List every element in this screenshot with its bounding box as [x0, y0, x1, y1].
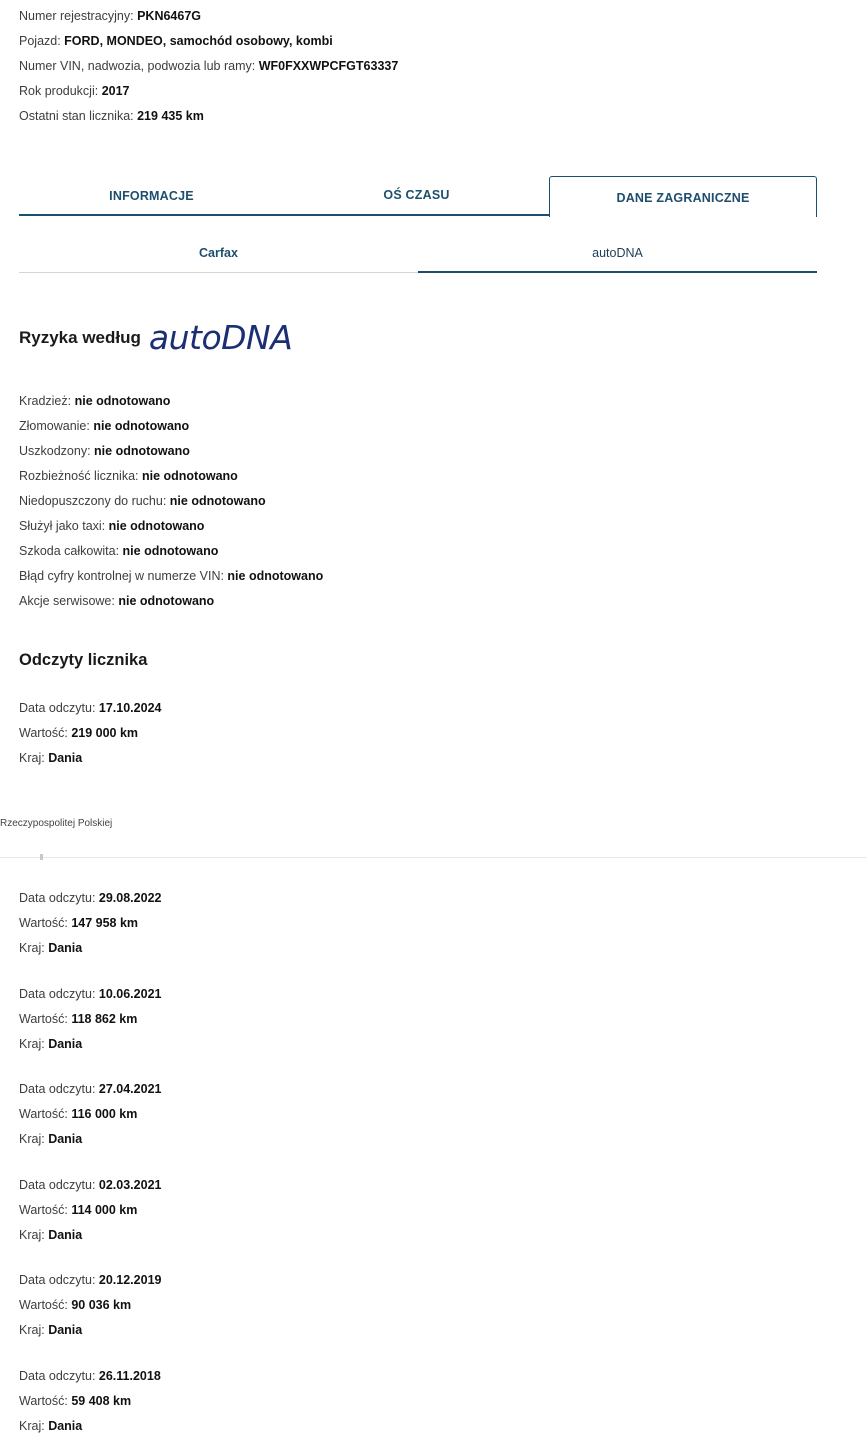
- cut-glyph: [40, 854, 43, 860]
- risk-item-damaged: [19, 439, 323, 464]
- reading-country-row: [19, 1223, 161, 1248]
- reading-country-label: Kraj:: [19, 1037, 49, 1051]
- risk-value: nie odnotowano: [118, 594, 215, 608]
- risk-item-odometer-discrepancy: [19, 464, 323, 489]
- reading-date-value: 10.06.2021: [98, 987, 162, 1001]
- risk-label: Szkoda całkowita:: [19, 544, 123, 558]
- reading-date-label: Data odczytu:: [19, 987, 99, 1001]
- odometer-readings-title: Odczyty licznika: [19, 651, 148, 669]
- odometer-reading: [19, 1268, 161, 1343]
- vin-row: [19, 54, 398, 79]
- tab-informacje[interactable]: INFORMACJE: [109, 189, 194, 203]
- risk-label: Akcje serwisowe:: [19, 594, 119, 608]
- odometer-reading: [19, 1077, 161, 1152]
- risk-item-scrapped: [19, 414, 323, 439]
- odometer-reading: [19, 982, 161, 1057]
- risk-label: Niedopuszczony do ruchu:: [19, 494, 170, 508]
- vehicle-summary: [19, 4, 398, 129]
- footer-fragment: Rzeczypospolitej Polskiej: [0, 818, 113, 829]
- odometer-reading: [19, 1364, 161, 1439]
- autodna-logo: autoDNA: [148, 318, 293, 357]
- risk-value: nie odnotowano: [227, 569, 324, 583]
- registration-label: Numer rejestracyjny:: [19, 9, 138, 23]
- odometer-reading: [19, 696, 161, 771]
- reading-country-label: Kraj:: [19, 1132, 49, 1146]
- reading-value-value: 219 000 km: [71, 726, 139, 740]
- reading-value-label: Wartość:: [19, 1107, 72, 1121]
- reading-country-value: Dania: [48, 1228, 83, 1242]
- reading-country-row: [19, 1032, 161, 1057]
- odometer-reading: [19, 886, 161, 961]
- reading-value-row: [19, 1102, 161, 1127]
- reading-date-label: Data odczytu:: [19, 1082, 99, 1096]
- risk-label: Złomowanie:: [19, 419, 94, 433]
- reading-date-label: Data odczytu:: [19, 1369, 99, 1383]
- reading-value-row: [19, 1389, 161, 1414]
- registration-row: [19, 4, 398, 29]
- tab-dane-zagraniczne[interactable]: DANE ZAGRANICZNE: [549, 176, 817, 217]
- risk-value: nie odnotowano: [94, 444, 190, 458]
- reading-date-row: [19, 696, 161, 721]
- subtab-carfax[interactable]: Carfax: [19, 238, 418, 273]
- reading-country-value: Dania: [48, 1323, 83, 1337]
- risk-value: nie odnotowano: [74, 394, 171, 408]
- odometer-reading: [19, 1173, 161, 1248]
- reading-value-label: Wartość:: [19, 916, 72, 930]
- vin-value: WF0FXXWPCFGT63337: [258, 59, 399, 73]
- production-year-row: [19, 79, 398, 104]
- last-odometer-row: [19, 104, 398, 129]
- reading-date-row: [19, 982, 161, 1007]
- reading-date-value: 26.11.2018: [98, 1369, 161, 1383]
- risk-label: Służył jako taxi:: [19, 519, 109, 533]
- registration-value: PKN6467G: [137, 9, 202, 23]
- reading-value-value: 147 958 km: [71, 916, 139, 930]
- reading-date-row: [19, 1077, 161, 1102]
- reading-country-value: Dania: [48, 1037, 83, 1051]
- last-odometer-value: 219 435 km: [137, 109, 204, 123]
- reading-date-row: [19, 1268, 161, 1293]
- vehicle-value: FORD, MONDEO, samochód osobowy, kombi: [64, 34, 333, 48]
- reading-country-value: Dania: [48, 1419, 83, 1433]
- reading-value-row: [19, 1007, 161, 1032]
- reading-country-value: Dania: [48, 751, 83, 765]
- reading-date-value: 27.04.2021: [98, 1082, 162, 1096]
- source-subtabs: [19, 238, 817, 274]
- reading-country-row: [19, 1318, 161, 1343]
- reading-value-value: 116 000 km: [71, 1107, 138, 1121]
- risk-item-vin-check-digit: [19, 564, 323, 589]
- production-year-label: Rok produkcji:: [19, 84, 102, 98]
- reading-date-row: [19, 1173, 161, 1198]
- reading-value-value: 59 408 km: [71, 1394, 132, 1408]
- risk-label: Rozbieżność licznika:: [19, 469, 142, 483]
- reading-date-value: 29.08.2022: [98, 891, 162, 905]
- risk-label: Błąd cyfry kontrolnej w numerze VIN:: [19, 569, 228, 583]
- reading-country-value: Dania: [48, 1132, 83, 1146]
- risk-label: Kradzież:: [19, 394, 75, 408]
- tab-os-czasu[interactable]: OŚ CZASU: [383, 188, 450, 202]
- reading-country-label: Kraj:: [19, 1228, 49, 1242]
- risk-value: nie odnotowano: [122, 544, 219, 558]
- main-tabs: [19, 176, 817, 217]
- reading-country-row: [19, 746, 161, 771]
- reading-value-label: Wartość:: [19, 726, 72, 740]
- reading-date-value: 02.03.2021: [98, 1178, 162, 1192]
- reading-value-label: Wartość:: [19, 1012, 72, 1026]
- reading-value-value: 90 036 km: [71, 1298, 132, 1312]
- production-year-value: 2017: [101, 84, 130, 98]
- vin-label: Numer VIN, nadwozia, podwozia lub ramy:: [19, 59, 259, 73]
- risk-heading: [19, 318, 292, 358]
- risk-item-taxi: [19, 514, 323, 539]
- vehicle-label: Pojazd:: [19, 34, 65, 48]
- footer-divider: [0, 857, 866, 858]
- reading-country-label: Kraj:: [19, 1419, 49, 1433]
- reading-date-value: 20.12.2019: [98, 1273, 162, 1287]
- reading-date-label: Data odczytu:: [19, 701, 99, 715]
- risk-value: nie odnotowano: [93, 419, 190, 433]
- reading-value-label: Wartość:: [19, 1394, 72, 1408]
- reading-date-value: 17.10.2024: [98, 701, 162, 715]
- reading-value-label: Wartość:: [19, 1203, 72, 1217]
- risk-item-total-loss: [19, 539, 323, 564]
- risk-item-theft: [19, 389, 323, 414]
- reading-country-row: [19, 1414, 161, 1439]
- subtab-autodna[interactable]: autoDNA: [418, 238, 817, 273]
- reading-date-label: Data odczytu:: [19, 1273, 99, 1287]
- risk-item-not-roadworthy: [19, 489, 323, 514]
- reading-country-label: Kraj:: [19, 1323, 49, 1337]
- reading-value-row: [19, 1198, 161, 1223]
- reading-country-row: [19, 936, 161, 961]
- reading-date-row: [19, 1364, 161, 1389]
- reading-date-row: [19, 886, 161, 911]
- risk-list: [19, 389, 323, 614]
- risk-item-service-actions: [19, 589, 323, 614]
- risk-label: Uszkodzony:: [19, 444, 95, 458]
- risk-value: nie odnotowano: [108, 519, 205, 533]
- reading-country-label: Kraj:: [19, 751, 49, 765]
- reading-value-value: 118 862 km: [71, 1012, 138, 1026]
- reading-date-label: Data odczytu:: [19, 891, 99, 905]
- reading-value-label: Wartość:: [19, 1298, 72, 1312]
- reading-country-label: Kraj:: [19, 941, 49, 955]
- reading-value-row: [19, 721, 161, 746]
- risk-value: nie odnotowano: [141, 469, 238, 483]
- risk-value: nie odnotowano: [169, 494, 266, 508]
- reading-country-row: [19, 1127, 161, 1152]
- reading-value-row: [19, 911, 161, 936]
- reading-value-value: 114 000 km: [71, 1203, 138, 1217]
- reading-date-label: Data odczytu:: [19, 1178, 99, 1192]
- reading-country-value: Dania: [48, 941, 83, 955]
- risk-title: Ryzyka według: [19, 328, 141, 347]
- vehicle-row: [19, 29, 398, 54]
- last-odometer-label: Ostatni stan licznika:: [19, 109, 138, 123]
- reading-value-row: [19, 1293, 161, 1318]
